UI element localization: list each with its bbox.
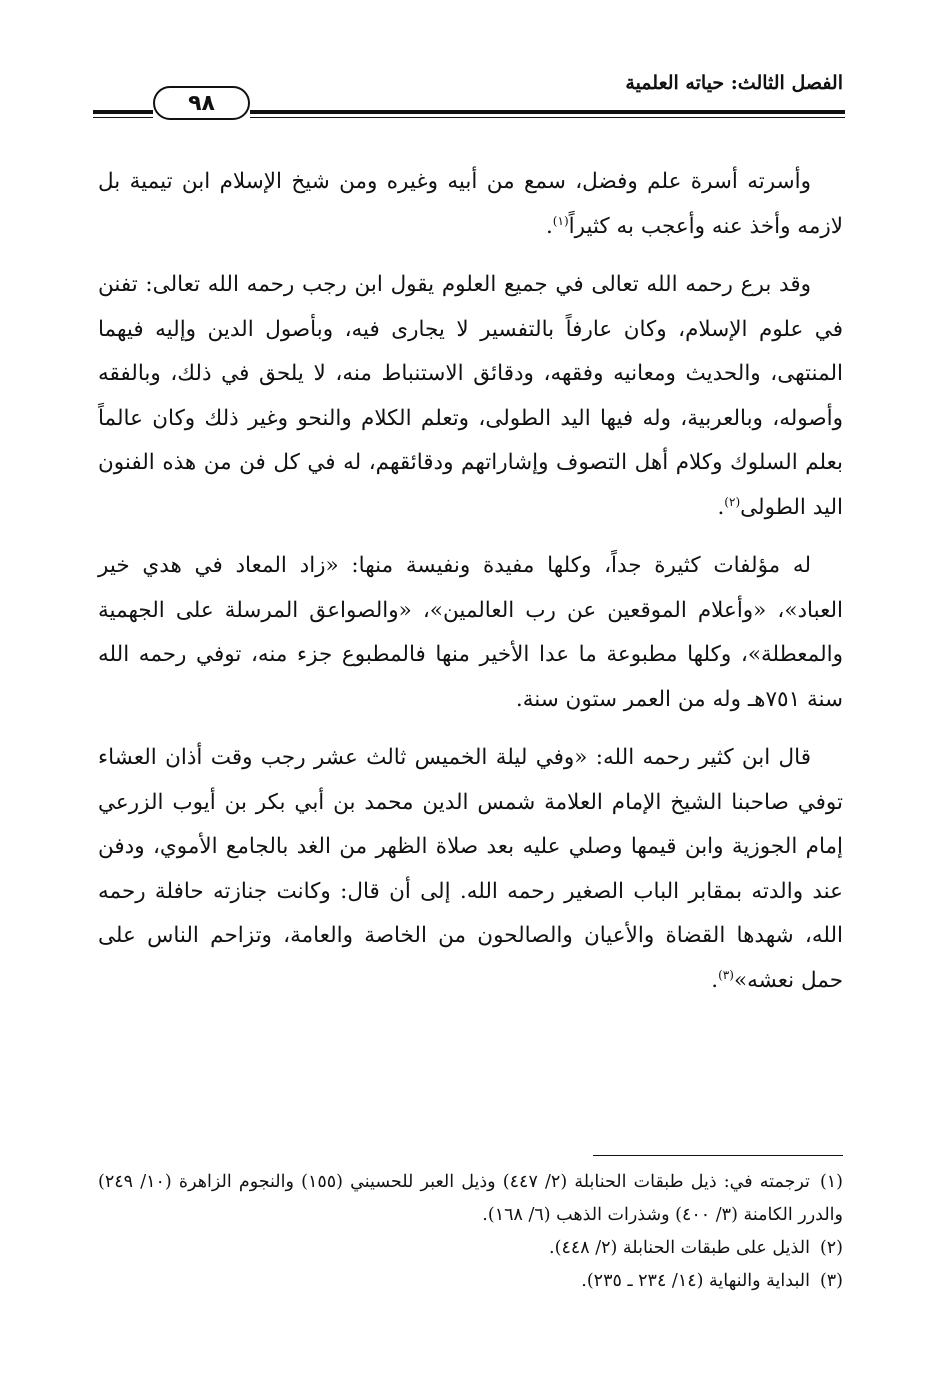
header-rule-thin <box>250 117 845 118</box>
footnote-number: (٣) <box>819 1271 843 1291</box>
footnote-ref-2: (٢) <box>724 494 741 509</box>
paragraph-2-end: . <box>717 494 725 520</box>
paragraph-2-text: وقد برع رحمه الله تعالى في جميع العلوم يقول ابن رجب رحمه الله تعالى: تفنن في علوم الإسلام، وكان عارفاً بالتفسير لا يجارى فيه، وبأصول الدين وإليه فيهما المنتهى، والحديث ومعانيه وفقهه، ودقائق الاستنباط منه، لا يلحق في ذلك، وبالفقه وأصوله، وبالعربية، وله فيها اليد الطولى، وتعلم الكلام والنحو وغير ذلك وكان عالماً بعلم السلوك وكلام أهل التصوف وإشاراتهم ودقائقهم، له في كل فن من هذه الفنون اليد الطولى <box>98 272 843 520</box>
footnote-1 <box>98 1166 843 1232</box>
running-head: الفصل الثالث: حياته العلمية <box>625 72 843 94</box>
footnote-2 <box>98 1232 843 1265</box>
header-rule-left-thick <box>93 110 153 114</box>
paragraph-1 <box>98 160 843 249</box>
page-number: ٩٨ <box>153 86 250 120</box>
footnote-ref-3: (٣) <box>718 967 734 982</box>
paragraph-2 <box>98 263 843 530</box>
paragraph-1-end: . <box>545 213 553 239</box>
header-rule-left-thin <box>93 117 153 118</box>
footnote-text: البداية والنهاية (١٤/ ٢٣٤ ـ ٢٣٥). <box>581 1271 810 1291</box>
main-text <box>98 160 843 1017</box>
footnotes <box>98 1166 843 1298</box>
footnote-text: ترجمته في: ذيل طبقات الحنابلة (٢/ ٤٤٧) وذيل العبر للحسيني (١٥٥) والنجوم الزاهرة (١٠/ ٢٤٩) والدرر الكامنة (٣/ ٤٠٠) وشذرات الذهب (٦/ ١٦٨). <box>98 1172 843 1225</box>
paragraph-4-text: قال ابن كثير رحمه الله: «وفي ليلة الخميس ثالث عشر رجب وقت أذان العشاء توفي صاحبنا الشيخ الإمام العلامة شمس الدين محمد بن أبي بكر بن أيوب الزرعي إمام الجوزية وابن قيمها وصلي عليه بعد صلاة الظهر من الغد بالجامع الأموي، ودفن عند والدته بمقابر الباب الصغير رحمه الله. إلى أن قال: وكانت جنازته حافلة رحمه الله، شهدها القضاة والأعيان والصالحون من الخاصة والعامة، وتزاحم الناس على حمل نعشه» <box>98 745 843 993</box>
paragraph-3: له مؤلفات كثيرة جداً، وكلها مفيدة ونفيسة منها: «زاد المعاد في هدي خير العباد»، «وأعلام الموقعين عن رب العالمين»، «والصواعق المرسلة على الجهمية والمعطلة»، وكلها مطبوعة ما عدا الأخير منها فالمطبوع جزء منه، توفي رحمه الله سنة ٧٥١هـ وله من العمر ستون سنة. <box>98 553 843 712</box>
paragraph-4-end: . <box>711 967 719 993</box>
footnote-3 <box>98 1265 843 1298</box>
header-rule-thick <box>250 110 845 114</box>
paragraph-4 <box>98 736 843 1003</box>
footnote-number: (١) <box>819 1172 843 1192</box>
footnote-text: الذيل على طبقات الحنابلة (٢/ ٤٤٨). <box>549 1238 810 1258</box>
footnote-separator <box>593 1155 843 1156</box>
footnote-ref-1: (١) <box>552 213 569 228</box>
paragraph-1-text: وأسرته أسرة علم وفضل، سمع من أبيه وغيره ومن شيخ الإسلام ابن تيمية بل لازمه وأخذ عنه وأعجب به كثيراً <box>98 169 843 239</box>
footnote-number: (٢) <box>819 1238 843 1258</box>
